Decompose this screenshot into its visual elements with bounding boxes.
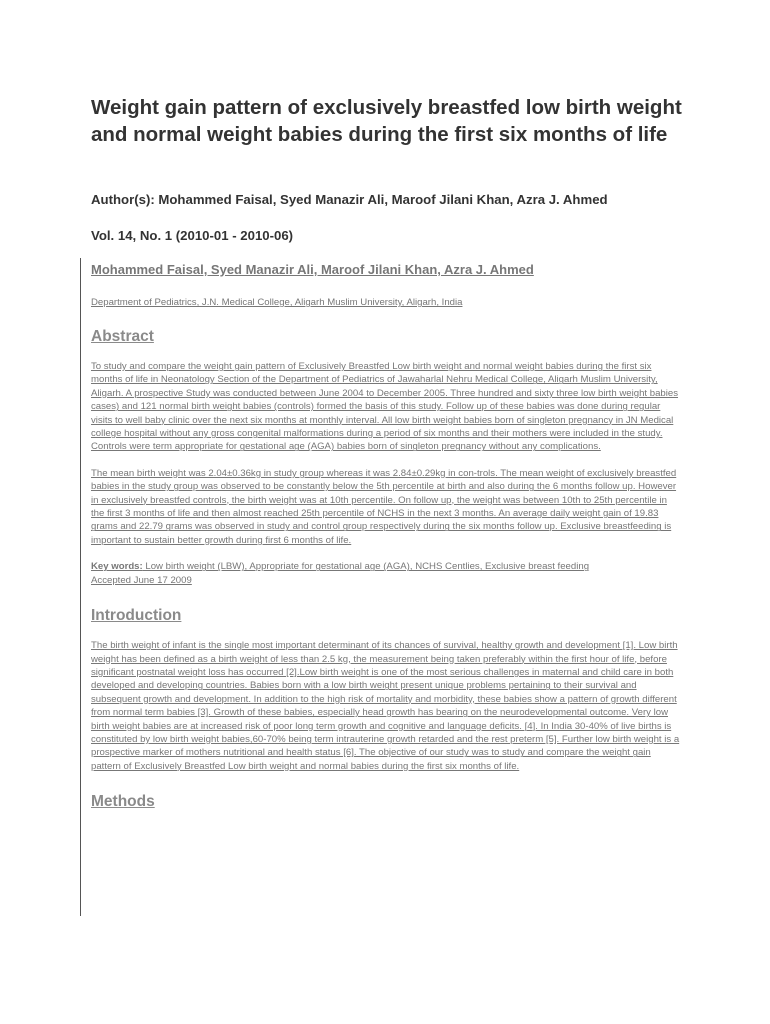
authors-line: Author(s): Mohammed Faisal, Syed Manazir Ali, Maroof Jilani Khan, Azra J. Ahmed <box>91 192 608 207</box>
methods-heading: Methods <box>91 793 155 811</box>
abstract-paragraph-2: The mean birth weight was 2.04±0.36kg in study group whereas it was 2.84±0.29kg in con-trols. The mean weight of exclusively breastfed babies in the study group was observed to be constantly below the 5th percentile at birth and also during the 6 months follow up. However in exclusively breastfed controls, the birth weight was at 10th percentile. On follow up, the weight was between 10th to 25th percentile in the first 3 months of life and then almost reached 25th percentile of NCHS in the next 3 months. An average daily weight gain of 19.83 grams and 22.79 grams was observed in study and control group respectively during the six months follow up. Exclusive breastfeeding is important to sustain better growth during first 6 months of life. <box>91 467 677 546</box>
article-title: Weight gain pattern of exclusively breastfed low birth weight and normal weight babies during the first six months of life <box>91 96 682 146</box>
content-left-border <box>80 258 81 916</box>
introduction-paragraph: The birth weight of infant is the single most important determinant of its chances of survival, healthy growth and development [1]. Low birth weight has been defined as a birth weight of less than 2.5 kg, the measurement being taken preferably within the first hour of life, before significant postnatal weight loss has occurred [2].Low birth weight is one of the most serious challenges in maternal and child care in both developed and developing countries. Babies born with a low birth weight present unique problems pertaining to their survival and subsequent growth and development. In addition to the high risk of mortality and morbidity, these babies show a pattern of growth different from normal term babies [3]. Growth of these babies, especially head growth has bearing on the neurodevelopmental outcome. Very low birth weight babies are at increased risk of poor long term growth and cognitive and language deficits. [4]. In India 30-40% of live births is constituted by low birth weight babies,60-70% being term intrauterine growth retarded and the rest preterm [5]. Further low birth weight is a prospective marker of mothers nutritional and health status [6]. The objective of our study was to study and compare the weight gain pattern of Exclusively Breastfed Low birth weight and normal babies during the first six months of life. <box>91 640 680 772</box>
author-byline-link[interactable]: Mohammed Faisal, Syed Manazir Ali, Maroof Jilani Khan, Azra J. Ahmed <box>91 262 534 277</box>
department-affiliation-link[interactable]: Department of Pediatrics, J.N. Medical College, Aligarh Muslim University, Aligarh, India <box>91 297 463 308</box>
keywords-text: Low birth weight (LBW), Appropriate for gestational age (AGA), NCHS Centlies, Exclusive breast feeding <box>142 561 590 573</box>
keywords-label: Key words: <box>91 561 143 573</box>
abstract-paragraph-1: To study and compare the weight gain pattern of Exclusively Breastfed Low birth weight and normal weight babies during the first six months of life in Neonatology Section of the Department of Pediatrics of Jawaharlal Nehru Medical College, Aligarh Muslim University, Aligarh. A prospective Study was conducted between June 2004 to December 2005. Three hundred and sixty three low birth weight babies cases) and 121 normal birth weight babies (controls) formed the basis of this study. Follow up of these babies was done during regular visits to well baby clinic over the next six months at monthly interval. All low birth weight babies born of singleton pregnancy in JN Medical college hospital without any gross congenital malformations during a period of six months and their mothers were included in the study. Controls were term appropriate for gestational age (AGA) babies born of singleton pregnancy without any complications. <box>91 361 679 453</box>
volume-line: Vol. 14, No. 1 (2010-01 - 2010-06) <box>91 228 294 243</box>
accepted-date: Accepted June 17 2009 <box>91 574 192 586</box>
introduction-heading: Introduction <box>91 607 182 625</box>
article-content <box>91 262 681 825</box>
keywords-block <box>91 560 681 587</box>
abstract-heading: Abstract <box>91 328 154 345</box>
